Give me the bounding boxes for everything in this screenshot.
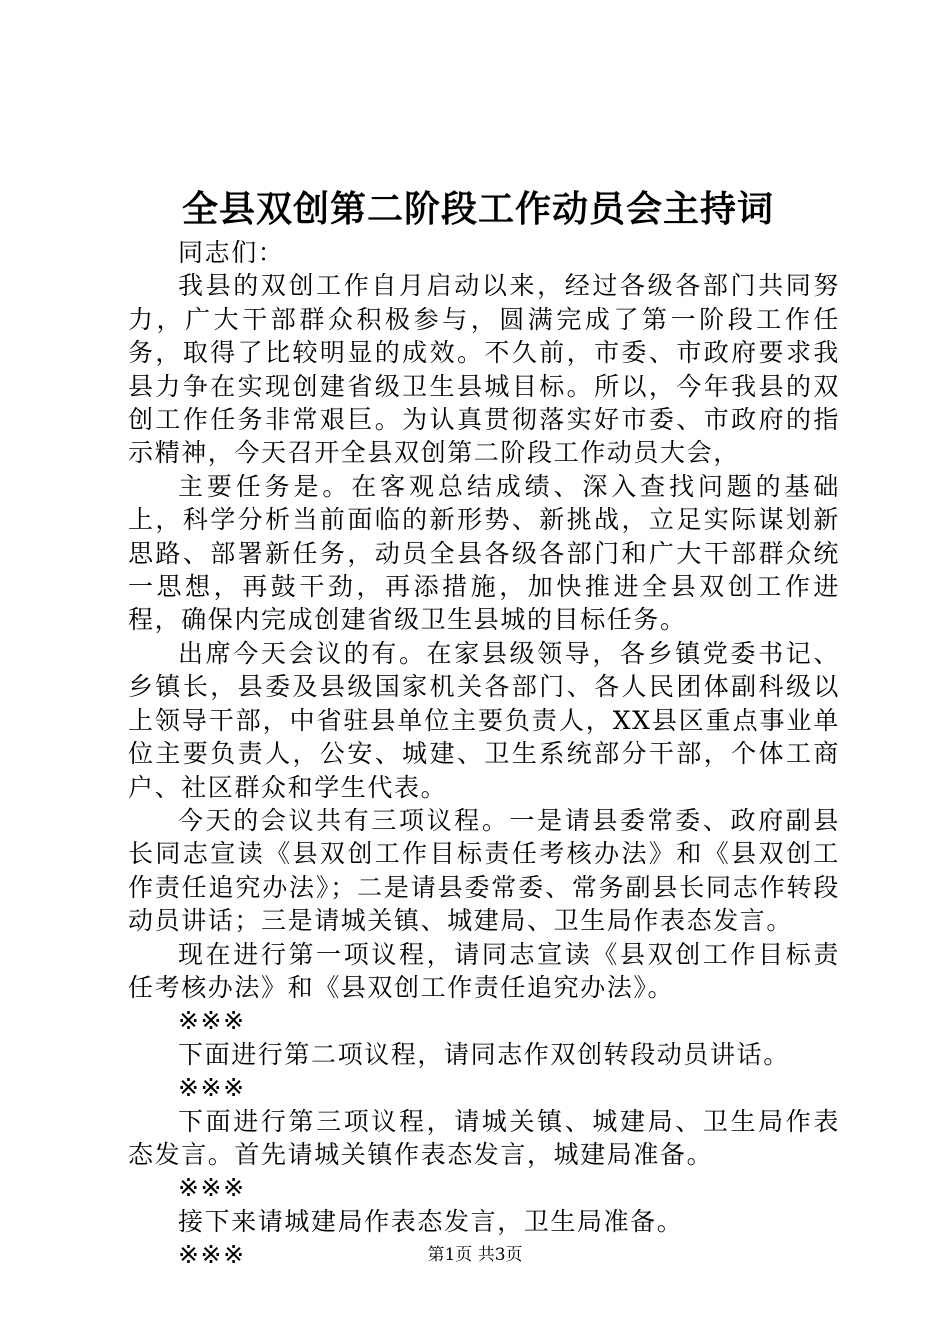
paragraph: 今天的会议共有三项议程。一是请县委常委、政府副县长同志宣读《县双创工作目标责任考核办法》和《县双创工作责任追究办法》；二是请县委常委、常务副县长同志作转段动员讲话；三是请城关镇、城建局、卫生局作表态发言。: [128, 805, 840, 936]
paragraph: 我县的双创工作自月启动以来，经过各级各部门共同努力，广大干部群众积极参与，圆满完成了第一阶段工作任务，取得了比较明显的成效。不久前，市委、市政府要求我县力争在实现创建省级卫生县城目标。所以，今年我县的双创工作任务非常艰巨。为认真贯彻落实好市委、市政府的指示精神，今天召开全县双创第二阶段工作动员大会，: [128, 271, 840, 468]
paragraph: 现在进行第一项议程，请同志宣读《县双创工作目标责任考核办法》和《县双创工作责任追究办法》。: [128, 939, 840, 1002]
paragraph: 出席今天会议的有。在家县级领导，各乡镇党委书记、乡镇长，县委及县级国家机关各部门、各人民团体副科级以上领导干部，中省驻县单位主要负责人，XX县区重点事业单位主要负责人，公安、城建、卫生系统部分干部，个体工商户、社区群众和学生代表。: [128, 638, 840, 802]
paragraph: 下面进行第三项议程，请城关镇、城建局、卫生局作表态发言。首先请城关镇作表态发言，城建局准备。: [128, 1106, 840, 1169]
salutation: 同志们：: [178, 238, 285, 267]
paragraph: 下面进行第二项议程，请同志作双创转段动员讲话。: [178, 1039, 790, 1069]
page-footer: 第1页 共3页: [427, 1245, 523, 1265]
paragraph: 主要任务是。在客观总结成绩、深入查找问题的基础上，科学分析当前面临的新形势、新挑战，立足实际谋划新思路、部署新任务，动员全县各级各部门和广大干部群众统一思想，再鼓干劲，再添措施，加快推进全县双创工作进程，确保内完成创建省级卫生县城的目标任务。: [128, 471, 840, 635]
section-separator: ※※※: [178, 1173, 246, 1203]
section-separator: ※※※: [178, 1006, 246, 1036]
section-separator: ※※※: [178, 1240, 246, 1270]
document-body: [128, 236, 840, 1272]
paragraph: 接下来请城建局作表态发言，卫生局准备。: [178, 1206, 684, 1236]
section-separator: ※※※: [178, 1073, 246, 1103]
document-title: 全县双创第二阶段工作动员会主持词: [181, 188, 774, 230]
